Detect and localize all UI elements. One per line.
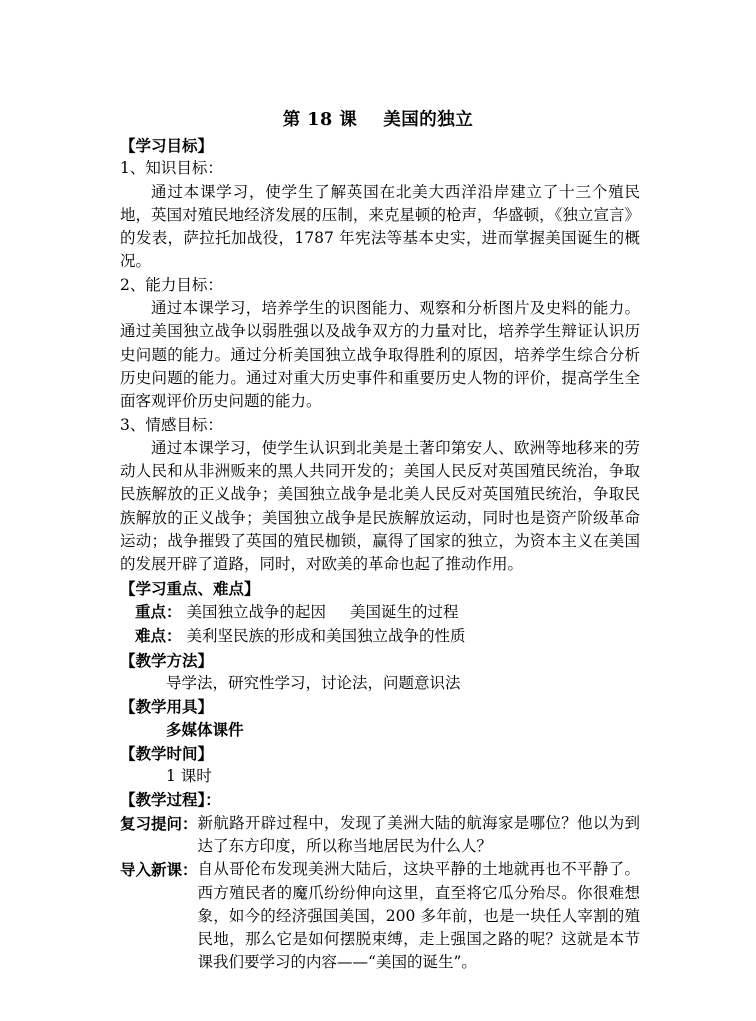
emotion-goal-label: 3、情感目标： [120,415,223,434]
lesson-title [0,106,756,131]
tools-heading: 【教学用具】 [120,697,214,717]
key-point-row [120,600,640,624]
key-points-heading: 【学习重点、难点】 [120,578,260,598]
emotion-goal-text: 通过本课学习，使学生认识到北美是土著印第安人、欧洲等地移来的劳动人民和从非洲贩来的黑人共同开发的；美国人民反对英国殖民统治，争取民族解放的正义战争；美国独立战争是北美人民反对英国殖民统治，争取民族解放的正义战争；美国独立战争是民族解放运动，同时也是资产阶级革命运动；战争摧毁了英国的殖民枷锁，赢得了国家的独立，为资本主义在美国的发展开辟了道路，同时，对欧美的革命也起了推动作用。 [120,438,640,574]
methods-text: 导学法，研究性学习，讨论法，问题意识法 [166,673,461,692]
methods-heading: 【教学方法】 [120,650,214,670]
difficulty-row [120,624,640,648]
review-question [120,812,640,859]
review-text: 新航路开辟过程中，发现了美洲大陆的航海家是哪位？他以为到达了东方印度，所以称当地居民为什么人？ [197,813,640,855]
document-body [120,134,640,975]
lesson-number: 第 18 课 [282,110,358,130]
key-point-label: 重点： [135,601,182,621]
ability-goal-label: 2、能力目标： [120,275,223,294]
difficulty-label: 难点： [135,626,182,646]
ability-goal-text: 通过本课学习，培养学生的识图能力、观察和分析图片及史料的能力。通过美国独立战争以弱胜强以及战争双方的力量对比，培养学生辩证认识历史问题的能力。通过分析美国独立战争取得胜利的原因，培养学生综合分析历史问题的能力。通过对重大历史事件和重要历史人物的评价，提高学生全面客观评价历史问题的能力。 [120,299,640,411]
difficulty-text: 美利坚民族的形成和美国独立战争的性质 [186,627,466,646]
lesson-name: 美国的独立 [383,110,474,130]
intro-text: 自从哥伦布发现美洲大陆后，这块平静的土地就再也不平静了。西方殖民者的魔爪纷纷伸向这里，直至将它瓜分殆尽。你很难想象，如今的经济强国美国，200 多年前，也是一块任人宰割的殖民地，那么它是如何摆脱束缚，走上强国之路的呢？这就是本节课我们要学习的内容——“美国的诞生”。 [197,860,640,972]
lesson-intro [120,858,640,974]
key-point-b: 美国诞生的过程 [349,602,459,621]
tools-text: 多媒体课件 [166,720,244,740]
knowledge-goal-label: 1、知识目标： [120,159,223,178]
knowledge-goal-text: 通过本课学习，使学生了解英国在北美大西洋沿岸建立了十三个殖民地，英国对殖民地经济发展的压制，来克星顿的枪声，华盛顿，《独立宣言》的发表，萨拉托加战役，1787 年宪法等基本史实，进而掌握美国诞生的概况。 [120,182,640,271]
process-heading: 【教学过程】： [120,790,221,810]
goals-heading: 【学习目标】 [120,136,214,155]
key-point-a: 美国独立战争的起因 [186,602,326,621]
time-heading: 【教学时间】 [120,743,214,763]
intro-label: 导入新课： [120,860,198,880]
time-text: 1 课时 [166,767,212,786]
review-label: 复习提问： [120,813,198,833]
